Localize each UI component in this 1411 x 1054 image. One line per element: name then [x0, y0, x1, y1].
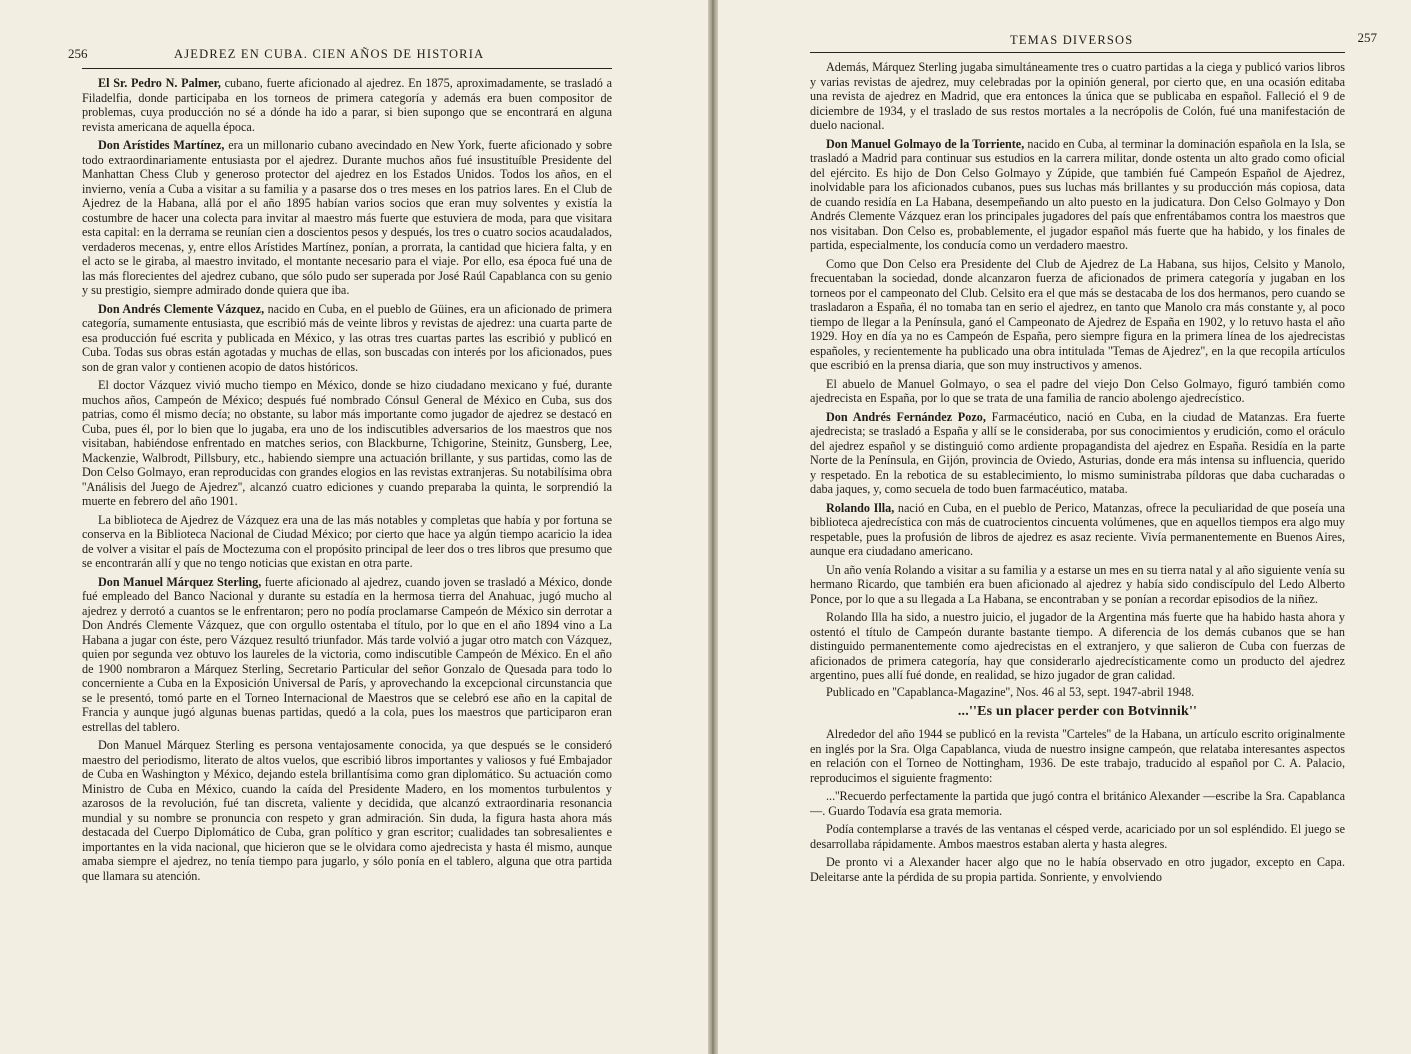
entry-text: nacido en Cuba, en el pueblo de Güines, era un aficionado de primera categoría, sumamente entusiasta, que escribió más de veinte libros y revistas de ajedrez: una cuarta parte de esa producción fué escrita y publicada en México, y las otras tres cuartas partes las escribió y publicó en Cuba. Todas sus obras están agotadas y muchas de ellas, son buscadas con interés por los aficionados, pues son de gran valor y contienen acopio de datos históricos. — [82, 301, 612, 374]
paragraph — [82, 575, 612, 735]
publication-credit — [810, 685, 1345, 700]
paragraph — [810, 257, 1345, 373]
paragraph — [82, 302, 612, 375]
paragraph — [82, 76, 612, 134]
entry-text: Un año venía Rolando a visitar a su familia y a estarse un mes en su tierra natal y al año siguiente venía su hermano Ricardo, que también era buen aficionado al ajedrez y había sido condiscípulo del Ledo Alberto Ponce, por lo que a su llegada a La Habana, se encontraban y se ponían a recordar episodios de la niñez. — [810, 562, 1345, 606]
entry-text: nació en Cuba, en el pueblo de Perico, Matanzas, ofrece la peculiaridad de que poseía una biblioteca ajedrecística con más de cuatrocientos cincuenta volúmenes, que en aquellos tiempos era algo muy respetable, pues la profusión de libros de ajedrez es asaz reciente. Vivía permanentemente en Buenos Aires, aunque era ciudadano americano. — [810, 500, 1345, 558]
entry-text: Como que Don Celso era Presidente del Club de Ajedrez de La Habana, sus hijos, Celsito y Manolo, frecuentaban la sociedad, donde alcanzaron fuerza de aficionados de primera categoría y jugaban en los torneos por el campeonato del Club. Celsito era el que más se destacaba de los dos hermanos, pero cuando se trasladaron a España, él no tomaba tan en serio el ajedrez, en tanto que Manolo cra más constante y, al poco tiempo de llegar a la Península, ganó el Campeonato de Ajedrez de España en 1902, y lo retuvo hasta el año 1929. Hoy en día ya no es Campeón de España, pero siempre figura en la primera línea de los ajedrecistas españoles, y recientemente ha publicado una obra intitulada ''Temas de Ajedrez'', en la que recopila artículos que escribió en la prensa diaria, que son muy instructivos y amenos. — [810, 256, 1345, 372]
entry-name: Don Manuel Márquez Sterling, — [98, 574, 262, 589]
paragraph: De pronto vi a Alexander hacer algo que no le había observado en otro jugador, excepto en Capa. Deleitarse ante la pérdida de su propia partida. Sonriente, y envolviendo — [810, 855, 1345, 884]
entry-text: Farmacéutico, nació en Cuba, en la ciudad de Matanzas. Era fuerte ajedrecista; se trasladó a España y allí se le consideraba, por sus conocimientos y erudición, como el oráculo del ajedrez español y se distinguió como ardiente propagandista del ajedrez en España. Residía en la parte Norte de la Península, en Gijón, provincia de Oviedo, Asturias, donde era más intensa su influencia, querido y respetado. En la rebotica de su establecimiento, lo mismo suministraba píldoras que daba cucharadas o daba jaques, y, como secuela de todo buen farmacéutico, mataba. — [810, 409, 1345, 496]
paragraph — [82, 738, 612, 883]
entry-text: El doctor Vázquez vivió mucho tiempo en México, donde se hizo ciudadano mexicano y fué, durante muchos años, Campeón de México; después fué nombrado Cónsul General de México en Cuba, sus dos patrias, como él mismo decía; no obstante, su labor más importante como jugador de ajedrez se destacó en Cuba, pues él, por lo bien que lo jugaba, era uno de los indiscutibles adversarios de los maestros que nos visitaban, habiéndose enfrentado en matches serios, con Blackburne, Tchigorine, Steinitz, Gunsberg, Lee, Mackenzie, Walbrodt, Pillsbury, etc., habiendo siempre una actuación brillante, y sus partidas, como las de Don Celso Golmayo, eran reproducidas con grandes elogios en las revistas extranjeras. Su notabilísima obra ''Análisis del Juego de Ajedrez'', alcanzó cuatro ediciones y cuando preparaba la quinta, le sorprendió la muerte en febrero del año 1901. — [82, 378, 612, 508]
paragraph — [82, 138, 612, 298]
entry-name: Rolando Illa, — [826, 500, 895, 515]
entry-text: nacido en Cuba, al terminar la dominación española en la Isla, se trasladó a Madrid para continuar sus estudios en la carrera militar, donde ostenta un alto grado como oficial del ejército. Es hijo de Don Celso Golmayo y Zúpide, que también fué Campeón Español de Ajedrez, inolvidable para los aficionados cubanos, pues sus luchas más brillantes y su producción más copiosa, data de cuando residía en La Habana, desempeñando un alto puesto en la judicatura. Don Celso Golmayo y Don Andrés Clemente Vázquez eran los principales jugadores del país que enfrentábamos contra los maestros que nos visitaban. Don Celso es, probablemente, el jugador español más fuerte que ha habido, y los finales de partida, especialmente, los conducía como un verdadero maestro. — [810, 136, 1345, 252]
entry-text: La biblioteca de Ajedrez de Vázquez era una de las más notables y completas que había y por fortuna se conserva en la Biblioteca Nacional de Ciudad México; por cierto que hace ya algún tiempo acaricio la idea de volver a visitar el país de Moctezuma con el propósito principal de leer dos o tres libros que presumo que se encontrarán allí y que no tengo noticias que existan en otra parte. — [82, 512, 612, 570]
entry-text: cubano, fuerte aficionado al ajedrez. En 1875, aproximadamente, se trasladó a Filadelfia, donde participaba en los torneos de primera categoría y además era buen compositor de problemas, cuya producción no sé a dónde ha ido a parar, si bien supongo que se encontrará en alguna revista americana de aquella época. — [82, 76, 612, 134]
paragraph: ...''Recuerdo perfectamente la partida que jugó contra el británico Alexander —escribe la Sra. Capablanca—. Guardo Todavía esa grata memoria. — [810, 789, 1345, 818]
paragraph — [810, 410, 1345, 497]
right-page — [718, 0, 1411, 1054]
paragraph — [810, 563, 1345, 607]
entry-text: fuerte aficionado al ajedrez, cuando joven se trasladó a México, donde fué empleado del Banco Nacional y durante su estadía en la hermosa tierra del Anahuac, jugó mucho al ajedrez y derrotó a cuantos se le enfrentaron; pero no podía proclamarse Campeón de México sin derrotar a Don Andrés Clemente Vázquez, que con orgullo ostentaba el título, por lo que en el año 1894 vino a La Habana a jugar con éste, pero Vázquez resultó triunfador. Más tarde volvió a jugar otro match con Vázquez, quien por segunda vez obtuvo los laureles de la victoria, como indiscutible Campeón de México. En el año de 1900 nombraron a Márquez Sterling, Secretario Particular del señor Gonzalo de Quesada para todo lo concerniente a Cuba en la Exposición Universal de París, y aprovechando la excepcional circunstancia que se le presentó, tomó parte en el Torneo Internacional de Maestros que se celebró ese año en la capital de Francia y aunque jugó algunas buenas partidas, quedó a la cola, pues los maestros que participaron eran estrellas del tablero. — [82, 574, 612, 734]
paragraph: Podía contemplarse a través de las ventanas el césped verde, acariciado por un sol espléndido. El juego se desarrollaba rápidamente. Ambos maestros estaban alerta y hasta alegres. — [810, 822, 1345, 851]
entry-text: era un millonario cubano avecindado en New York, fuerte aficionado y sobre todo extraordinariamente entusiasta por el ajedrez. Durante muchos años fué insustituíble Presidente del Manhattan Chess Club y generoso protector del ajedrez en los Estados Unidos. Todos los años, en el invierno, venía a Cuba a visitar a su familia y a pasarse dos o tres meses en los patrios lares. En el Club de Ajedrez de la Habana, allá por el año 1895 habían varios socios que eran muy solventes y existía la costumbre de hacer una colecta para invitar al maestro más fuerte que estuviera de moda, para que visitara esta capital: en la derrama se reunían cien a doscientos pesos y después, los tres o cuatro socios acaudalados, verdaderos mecenas, y, entre ellos Arístides Martínez, ponían, a prorrata, la cantidad que hiciera falta, y en el acto se le giraba, al maestro invitado, el montante necesario para el viaje. Por ello, esa época fué una de las más florecientes del ajedrez cubano, que sólo pudo ser superada por José Raúl Capablanca con su genio y su prestigio, siempre admirado donde quiera que iba. — [82, 138, 612, 297]
paragraph — [810, 610, 1345, 683]
left-running-title: AJEDREZ EN CUBA. CIEN AÑOS DE HISTORIA — [174, 47, 485, 61]
paragraph — [82, 513, 612, 571]
entry-name: Don Arístides Martínez, — [98, 138, 225, 152]
right-page-number: 257 — [1357, 30, 1377, 45]
paragraph — [810, 377, 1345, 406]
right-page-body — [810, 60, 1345, 884]
left-page-number: 256 — [68, 46, 88, 61]
right-running-head — [810, 30, 1377, 53]
entry-name: Don Manuel Golmayo de la Torriente, — [826, 136, 1025, 151]
entry-name: Don Andrés Clemente Vázquez, — [98, 301, 265, 316]
right-running-title: TEMAS DIVERSOS — [1010, 33, 1134, 47]
left-running-head — [68, 46, 612, 69]
entry-name: Don Andrés Fernández Pozo, — [826, 409, 986, 424]
left-page-body — [82, 76, 612, 883]
entry-text: Don Manuel Márquez Sterling es persona ventajosamente conocida, ya que después se le consideró maestro del periodismo, literato de altos vuelos, que escribió libros importantes y valiosos y fué Embajador de Cuba en Washington y México, dejando estela brillantísima como gran diplomático. Su actuación como Ministro de Cuba en México, cuando la caída del Presidente Madero, en los momentos turbulentos y azarosos de la revolución, fué tan discreta, valiente y decidida, que alcanzó extraordinaria resonancia mundial y su nombre se pronuncia con respeto y gran admiración. Sin duda, la figura hasta ahora más destacada del Cuerpo Diplomático de Cuba, gran político y gran escritor; cualidades tan sobresalientes e importantes en la vida nacional, que hicieron que se le olvidara como ajedrecista y hasta él mismo, aunque amaba siempre el ajedrez, no tenía tiempo para jugarlo, y sólo ponía en el tablero, alguna que otra partida que llamara su atención. — [82, 738, 612, 883]
entry-text: El abuelo de Manuel Golmayo, o sea el padre del viejo Don Celso Golmayo, figuró también como ajedrecista en España, por lo que se trata de una familia de rancio abolengo ajedrecístico. — [810, 376, 1345, 405]
book-gutter — [708, 0, 718, 1054]
entry-text: Publicado en ''Capablanca-Magazine'', Nos. 46 al 53, sept. 1947-abril 1948. — [826, 684, 1195, 699]
paragraph — [810, 137, 1345, 253]
entry-text: Rolando Illa ha sido, a nuestro juicio, el jugador de la Argentina más fuerte que ha habido hasta ahora y ostentó el título de Campeón durante bastante tiempo. A diferencia de los demás cubanos que se han distinguido permanentemente como ajedrecistas en el extranjero, y que salieron de Cuba con fuerzas de aficionados de primera categoría, hay que considerarlo ajedrecísticamente como un producto del ajedrez argentino, pues allí fué donde, en realidad, se hizo jugador de gran calidad. — [810, 610, 1345, 682]
paragraph — [82, 378, 612, 509]
paragraph: Alrededor del año 1944 se publicó en la revista ''Carteles'' de la Habana, un artículo escrito originalmente en inglés por la Sra. Olga Capablanca, viuda de nuestro insigne campeón, que relataba interesantes aspectos en relación con el Torneo de Nottingham, 1936. De este trabajo, traducido al español por C. A. Palacio, reproducimos el siguiente fragmento: — [810, 727, 1345, 785]
paragraph — [810, 501, 1345, 559]
paragraph — [810, 60, 1345, 133]
entry-name: El Sr. Pedro N. Palmer, — [98, 76, 221, 90]
section-heading: ...''Es un placer perder con Botvinnik'' — [957, 704, 1198, 719]
entry-text: Además, Márquez Sterling jugaba simultáneamente tres o cuatro partidas a la ciega y publicó varios libros y varias revistas de ajedrez, muy celebradas por la opinión general, por cierto que, en una ocasión editaba una revista de ajedrez en Madrid, que era entonces la única que se publicaba en español. Falleció el 9 de diciembre de 1934, y el traslado de sus restos mortales a la necrópolis de Colón, fué una manifestación de duelo nacional. — [810, 60, 1345, 132]
